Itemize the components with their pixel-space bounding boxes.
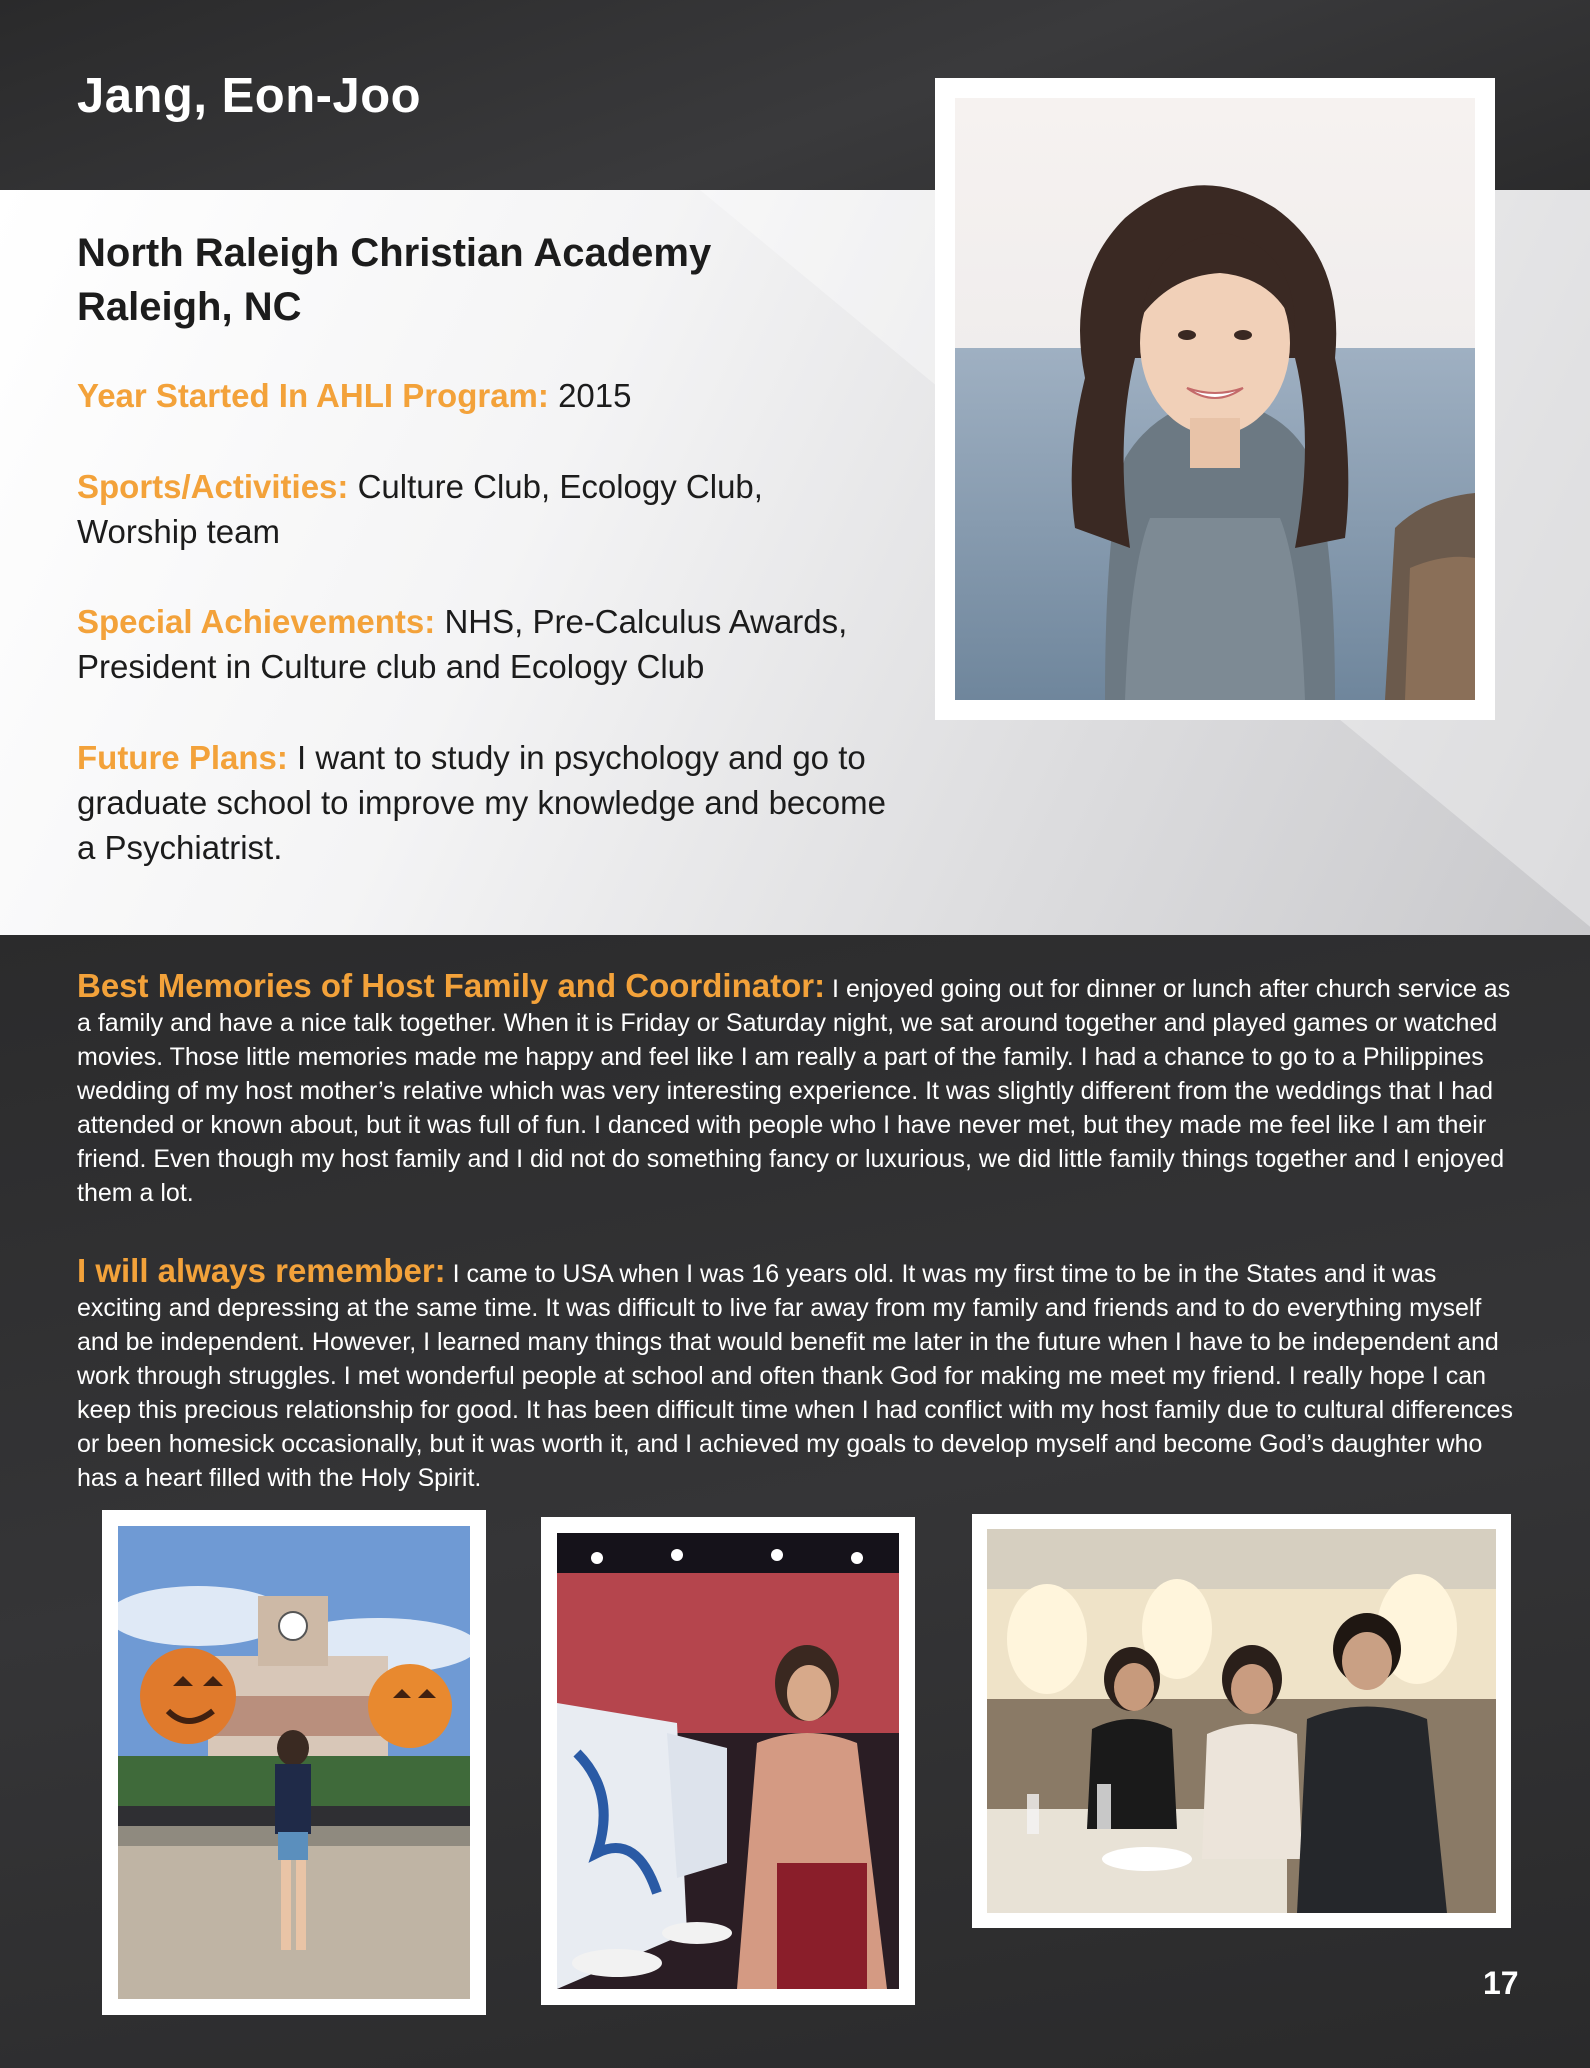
disney-photo [118, 1526, 470, 1999]
always-remember-text: I came to USA when I was 16 years old. It was my first time to be in the States and it was exciting and depressing at the same time. It was difficult to live far away from my family and friends and to do everything myself and be independent. However, I learned many things that would benefit me later in the future when I have to be independent and work through struggles. I met wonderful people at school and often thank God for making me meet my friend. I really hope I can keep this precious relationship for good. It has been difficult time when I had conflict with my host family due to cultural differences or been homesick occasionally, but it was worth it, and I achieved my goals to develop myself and become God’s daughter who has a heart filled with the Holy Spirit. [77, 1260, 1513, 1492]
wedding-dinner-photo [987, 1529, 1496, 1913]
portrait-photo [955, 98, 1475, 700]
achievements-value: NHS, Pre-Calculus Awards, President in Culture club and Ecology Club [77, 603, 848, 685]
year-started-field [77, 373, 907, 418]
always-remember-paragraph [77, 1254, 1517, 1495]
painting-class-photo [557, 1533, 899, 1989]
future-plans-label: Future Plans: [77, 739, 288, 776]
always-remember-label: I will always remember: [77, 1252, 446, 1289]
sports-value: Culture Club, Ecology Club, Worship team [77, 468, 763, 550]
student-name: Jang, Eon-Joo [77, 69, 422, 123]
page-number: 17 [1483, 1965, 1519, 2001]
year-started-value: 2015 [558, 377, 632, 414]
future-plans-field [77, 735, 897, 870]
school-block [77, 226, 711, 334]
wedding-dinner-photo-frame [972, 1514, 1511, 1928]
best-memories-text: I enjoyed going out for dinner or lunch after church service as a family and have a nice talk together. When it is Friday or Saturday night, we sat around together and played games or watched movies. Those little memories made me happy and feel like I am really a part of the family. I had a chance to go to a Philippines wedding of my host mother’s relative which was very interesting experience. It was slightly different from the weddings that I had attended or known about, but it was full of fun. I danced with people who I have never met, but they made me feel like I am their friend. Even though my host family and I did not do something fancy or luxurious, we did little family things together and I enjoyed them a lot. [77, 975, 1511, 1207]
disney-photo-frame [102, 1510, 486, 2015]
school-name: North Raleigh Christian Academy [77, 231, 712, 275]
best-memories-paragraph [77, 969, 1517, 1210]
year-started-label: Year Started In AHLI Program: [77, 377, 549, 414]
future-plans-value: I want to study in psychology and go to graduate school to improve my knowledge and become a Psychiatrist. [77, 739, 886, 866]
school-location: Raleigh, NC [77, 285, 302, 329]
achievements-field [77, 599, 907, 689]
sports-field [77, 464, 837, 554]
painting-class-photo-frame [541, 1517, 915, 2005]
best-memories-label: Best Memories of Host Family and Coordinator: [77, 967, 826, 1004]
achievements-label: Special Achievements: [77, 603, 436, 640]
sports-label: Sports/Activities: [77, 468, 349, 505]
portrait-photo-frame [935, 78, 1495, 720]
